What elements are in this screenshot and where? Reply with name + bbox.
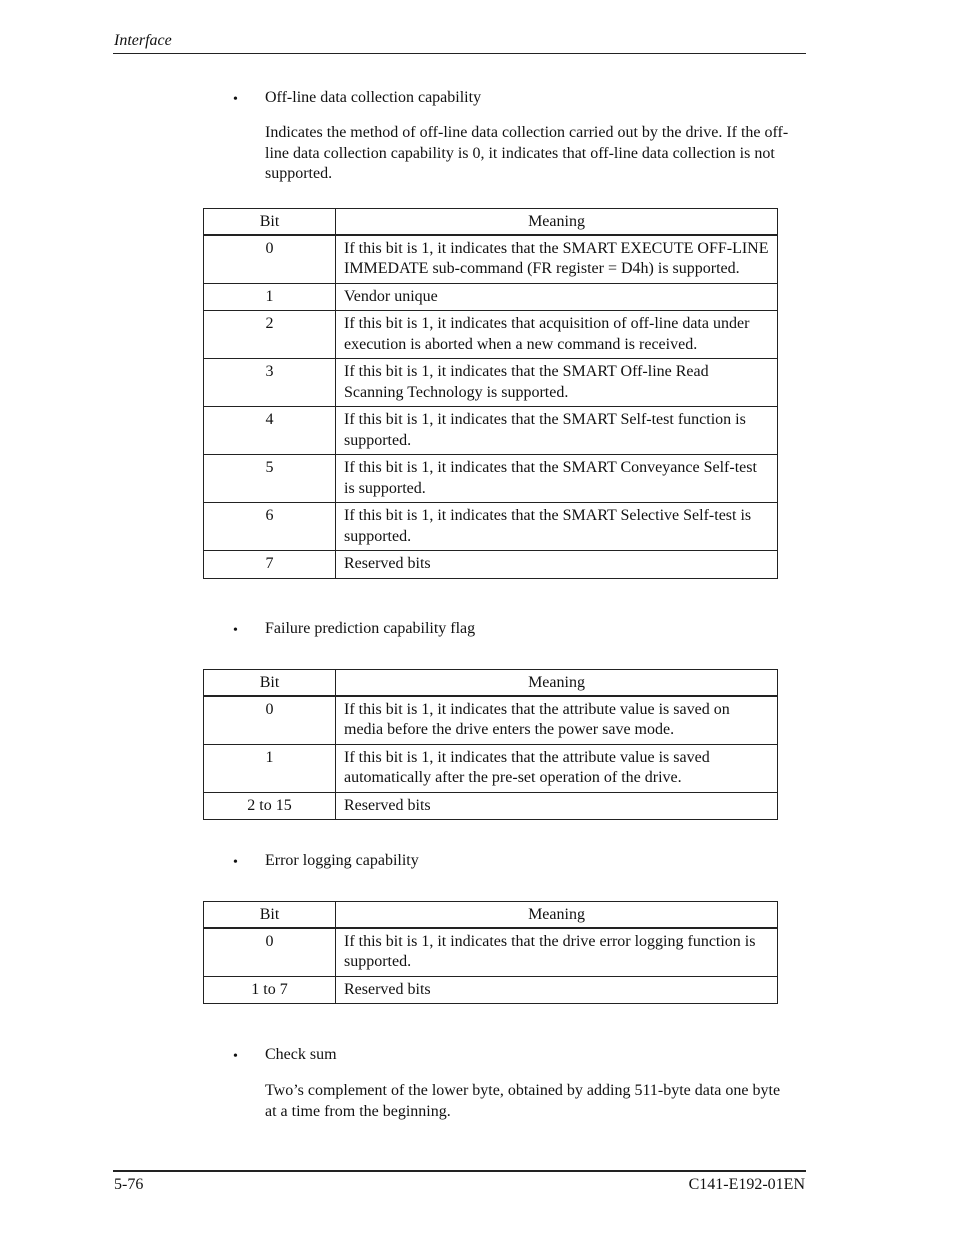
table-row bbox=[204, 311, 778, 359]
column-header-bit: Bit bbox=[204, 902, 336, 928]
bit-cell: 1 bbox=[204, 744, 336, 792]
meaning-cell: Vendor unique bbox=[336, 283, 778, 311]
section-label-failure-prediction: Failure prediction capability flag bbox=[265, 620, 476, 637]
bit-cell: 6 bbox=[204, 503, 336, 551]
meaning-cell: Reserved bits bbox=[336, 792, 778, 820]
meaning-cell: If this bit is 1, it indicates that acquisition of off-line data under execution is aborted when a new command is received. bbox=[336, 311, 778, 359]
meaning-cell: If this bit is 1, it indicates that the SMART Conveyance Self-test is supported. bbox=[336, 455, 778, 503]
bullet-icon: • bbox=[233, 855, 238, 870]
document-id: C141-E192-01EN bbox=[688, 1176, 805, 1193]
bit-cell: 2 bbox=[204, 311, 336, 359]
bullet-icon: • bbox=[233, 92, 238, 107]
column-header-bit: Bit bbox=[204, 209, 336, 235]
column-header-meaning: Meaning bbox=[336, 670, 778, 696]
section-label-check-sum: Check sum bbox=[265, 1046, 337, 1063]
column-header-meaning: Meaning bbox=[336, 209, 778, 235]
error-logging-table bbox=[203, 901, 778, 1004]
table-header-row bbox=[204, 670, 778, 696]
bit-cell: 7 bbox=[204, 551, 336, 579]
header-rule bbox=[113, 53, 806, 54]
section-intro-offline: Indicates the method of off-line data collection carried out by the drive. If the off-line data collection capability is 0, it indicates that off-line data collection is not supported. bbox=[265, 124, 789, 182]
bit-cell: 0 bbox=[204, 928, 336, 977]
bit-cell: 5 bbox=[204, 455, 336, 503]
meaning-cell: If this bit is 1, it indicates that the attribute value is saved automatically after the pre-set operation of the drive. bbox=[336, 744, 778, 792]
column-header-bit: Bit bbox=[204, 670, 336, 696]
bit-cell: 3 bbox=[204, 359, 336, 407]
offline-capability-table bbox=[203, 208, 778, 579]
bit-cell: 2 to 15 bbox=[204, 792, 336, 820]
meaning-cell: Reserved bits bbox=[336, 551, 778, 579]
table-row bbox=[204, 696, 778, 745]
table-row bbox=[204, 551, 778, 579]
column-header-meaning: Meaning bbox=[336, 902, 778, 928]
meaning-cell: If this bit is 1, it indicates that the drive error logging function is supported. bbox=[336, 928, 778, 977]
table-row bbox=[204, 283, 778, 311]
table-row bbox=[204, 359, 778, 407]
meaning-cell: If this bit is 1, it indicates that the SMART Selective Self-test is supported. bbox=[336, 503, 778, 551]
table-row bbox=[204, 455, 778, 503]
page-number: 5-76 bbox=[114, 1176, 144, 1193]
table-row bbox=[204, 792, 778, 820]
table-row bbox=[204, 928, 778, 977]
bullet-icon: • bbox=[233, 1049, 238, 1064]
failure-prediction-table bbox=[203, 669, 778, 820]
meaning-cell: Reserved bits bbox=[336, 976, 778, 1004]
table-row bbox=[204, 407, 778, 455]
bit-cell: 0 bbox=[204, 696, 336, 745]
section-label-error-logging: Error logging capability bbox=[265, 852, 419, 869]
table-row bbox=[204, 976, 778, 1004]
bit-cell: 1 to 7 bbox=[204, 976, 336, 1004]
table-row bbox=[204, 235, 778, 284]
bit-cell: 4 bbox=[204, 407, 336, 455]
running-header: Interface bbox=[114, 32, 172, 49]
table-row bbox=[204, 503, 778, 551]
meaning-cell: If this bit is 1, it indicates that the SMART Off-line Read Scanning Technology is supported. bbox=[336, 359, 778, 407]
meaning-cell: If this bit is 1, it indicates that the SMART EXECUTE OFF-LINE IMMEDATE sub-command (FR register = D4h) is supported. bbox=[336, 235, 778, 284]
section-label-offline: Off-line data collection capability bbox=[265, 89, 482, 106]
section-intro-check-sum: Two’s complement of the lower byte, obtained by adding 511-byte data one byte at a time from the beginning. bbox=[265, 1082, 781, 1120]
bit-cell: 0 bbox=[204, 235, 336, 284]
bullet-icon: • bbox=[233, 623, 238, 638]
footer-rule bbox=[113, 1170, 806, 1172]
meaning-cell: If this bit is 1, it indicates that the attribute value is saved on media before the drive enters the power save mode. bbox=[336, 696, 778, 745]
table-header-row bbox=[204, 902, 778, 928]
meaning-cell: If this bit is 1, it indicates that the SMART Self-test function is supported. bbox=[336, 407, 778, 455]
table-header-row bbox=[204, 209, 778, 235]
table-row bbox=[204, 744, 778, 792]
bit-cell: 1 bbox=[204, 283, 336, 311]
